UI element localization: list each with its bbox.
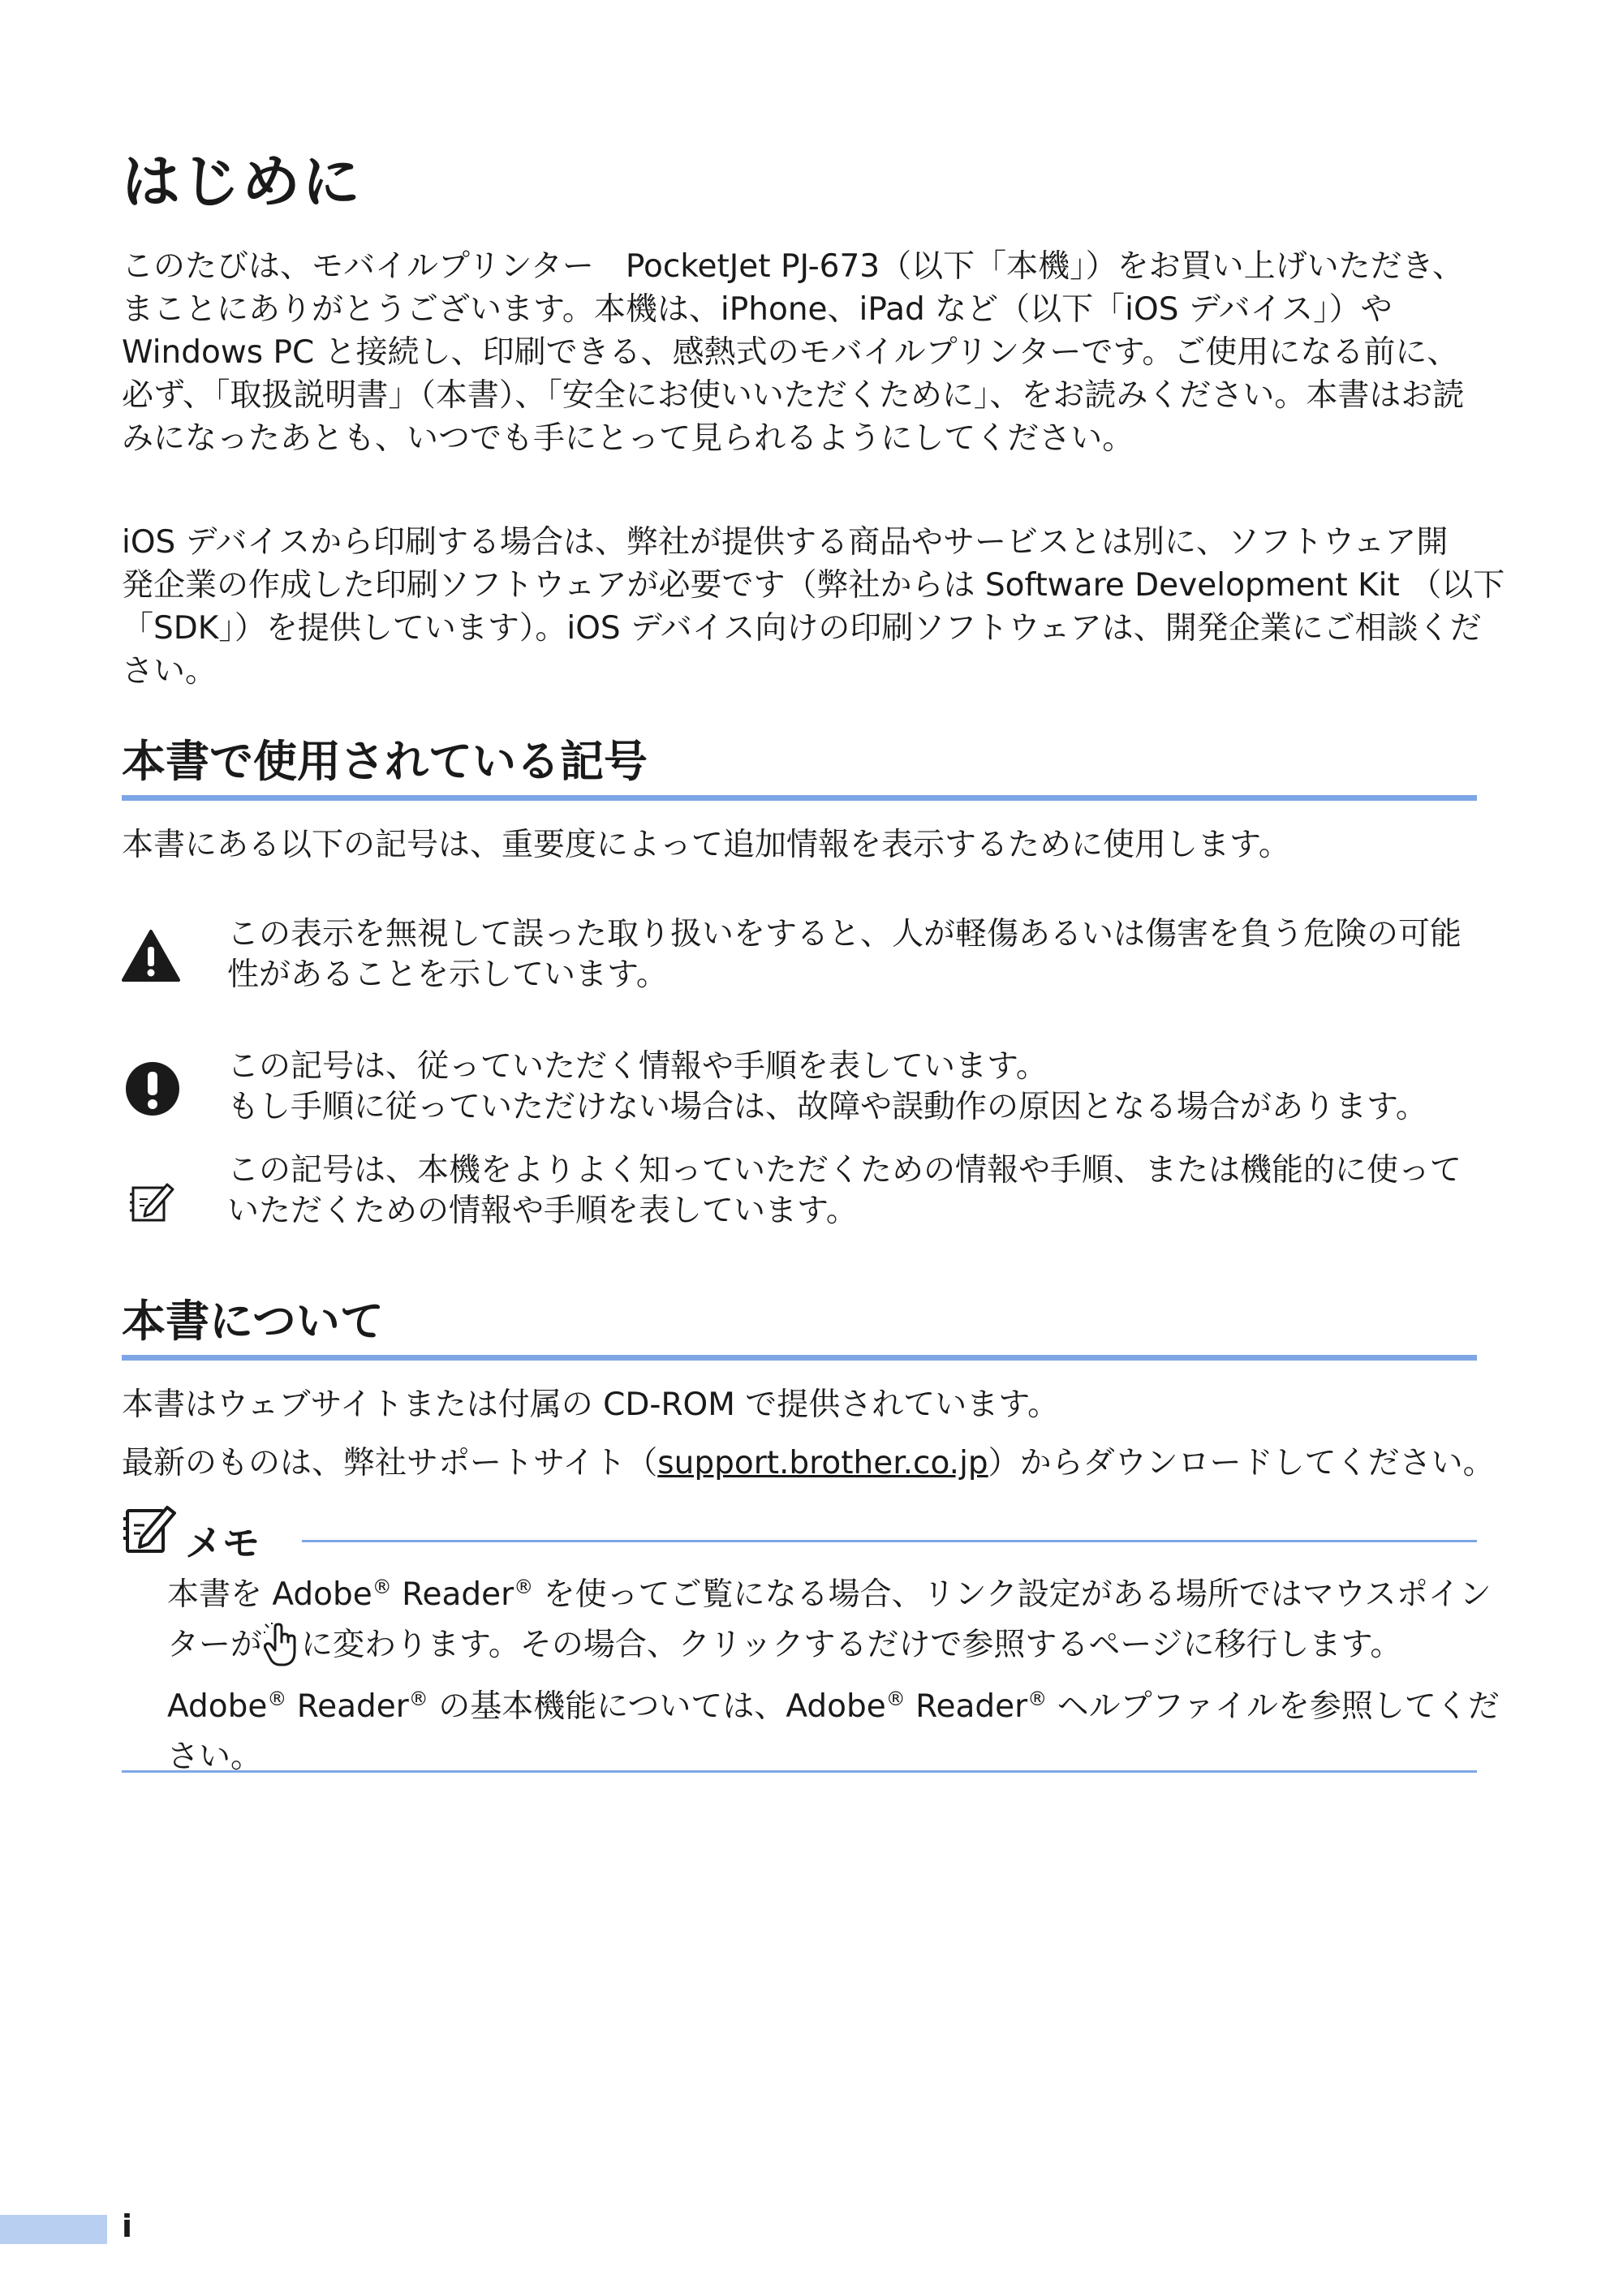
memo-line (167, 1682, 1500, 1732)
memo-text: Adobe (167, 1688, 268, 1725)
memo-line (167, 1620, 1477, 1682)
memo-text: の基本機能については、Adobe (428, 1688, 886, 1725)
ios-line: iOS デバイスから印刷する場合は、弊社が提供する商品やサービスとは別に、ソフトウェア開 (122, 524, 1449, 561)
warning-triangle-icon (122, 929, 180, 986)
caution-line: もし手順に従っていただけない場合は、故障や誤動作の原因となる場合があります。 (227, 1089, 1427, 1125)
memo-text: ヘルプファイルを参照してくだ (1047, 1688, 1500, 1725)
intro-line: まことにありがとうございます。本機は、iPhone、iPad など（以下「iOS デバイス」）や (122, 291, 1393, 328)
intro-line: このたびは、モバイルプリンター PocketJet PJ-673（以下「本機」）をお買い上げいただき、 (122, 248, 1465, 285)
warning-line: 性があることを示しています。 (227, 957, 668, 993)
note-text (227, 1150, 1462, 1232)
memo-text: を使ってご覧になる場合、リンク設定がある場所ではマウスポイン (533, 1576, 1492, 1613)
memo-text: ターが (167, 1627, 263, 1663)
warning-line: この表示を無視して誤った取り扱いをすると、人が軽傷あるいは傷害を負う危険の可能 (227, 916, 1462, 952)
memo-text: Reader (905, 1688, 1028, 1725)
memo-rule (302, 1540, 1477, 1542)
memo-text: 本書を Adobe (167, 1576, 372, 1613)
registered-mark: ® (408, 1688, 428, 1710)
memo-pencil-icon (130, 1180, 175, 1228)
memo-title: メモ (185, 1521, 260, 1565)
intro-line: 必ず、「取扱説明書」（本書）、「安全にお使いいただくために」、をお読みください。本書はお読 (122, 377, 1465, 414)
page-number: i (122, 2208, 133, 2244)
memo-bottom-rule (122, 1770, 1477, 1773)
registered-mark: ® (1027, 1688, 1048, 1710)
registered-mark: ® (267, 1688, 287, 1710)
about-line-2-end: ）からダウンロードしてください。 (988, 1445, 1495, 1481)
note-line: この記号は、本機をよりよく知っていただくための情報や手順、または機能的に使って (227, 1152, 1462, 1189)
about-line-2-start: 最新のものは、弊社サポートサイト（ (122, 1445, 658, 1481)
warning-text (227, 914, 1462, 995)
registered-mark: ® (514, 1576, 534, 1598)
about-heading: 本書について (122, 1300, 1477, 1361)
exclamation-circle-icon (125, 1061, 180, 1120)
ios-line: 「SDK」）を提供しています）。iOS デバイス向けの印刷ソフトウェアは、開発企業にご相談くだ (122, 610, 1482, 647)
footer-accent-bar (0, 2215, 107, 2244)
page-title: はじめに (122, 148, 363, 216)
memo-line (167, 1570, 1492, 1620)
intro-line: みになったあとも、いつでも手にとって見られるようにしてください。 (122, 420, 1134, 457)
memo-line: さい。 (167, 1739, 263, 1775)
memo-header (122, 1503, 1477, 1567)
caution-text (227, 1047, 1427, 1128)
support-site-link[interactable]: support.brother.co.jp (657, 1445, 988, 1481)
symbols-heading: 本書で使用されている記号 (122, 740, 1477, 801)
ios-line: 発企業の作成した印刷ソフトウェアが必要です（弊社からは Software Development Kit （以下 (122, 567, 1505, 604)
intro-line: Windows PC と接続し、印刷できる、感熱式のモバイルプリンターです。ご使用になる前に、 (122, 334, 1459, 371)
ios-paragraph (122, 521, 1505, 693)
about-line-2 (122, 1442, 1495, 1485)
hand-pointer-icon (264, 1623, 299, 1682)
registered-mark: ® (885, 1688, 906, 1710)
note-line: いただくための情報や手順を表しています。 (227, 1193, 858, 1229)
registered-mark: ® (372, 1576, 392, 1598)
symbols-intro: 本書にある以下の記号は、重要度によって追加情報を表示するために使用します。 (122, 827, 1290, 863)
ios-line: さい。 (122, 653, 217, 690)
intro-paragraph (122, 245, 1477, 460)
about-line-1: 本書はウェブサイトまたは付属の CD-ROM で提供されています。 (122, 1387, 1060, 1423)
memo-body (167, 1570, 1500, 1782)
memo-pencil-icon (123, 1503, 177, 1559)
memo-text: Reader (286, 1688, 409, 1725)
memo-text: Reader (391, 1576, 514, 1613)
caution-line: この記号は、従っていただく情報や手順を表しています。 (227, 1048, 1048, 1085)
memo-text: に変わります。その場合、クリックするだけで参照するページに移行します。 (301, 1627, 1402, 1663)
